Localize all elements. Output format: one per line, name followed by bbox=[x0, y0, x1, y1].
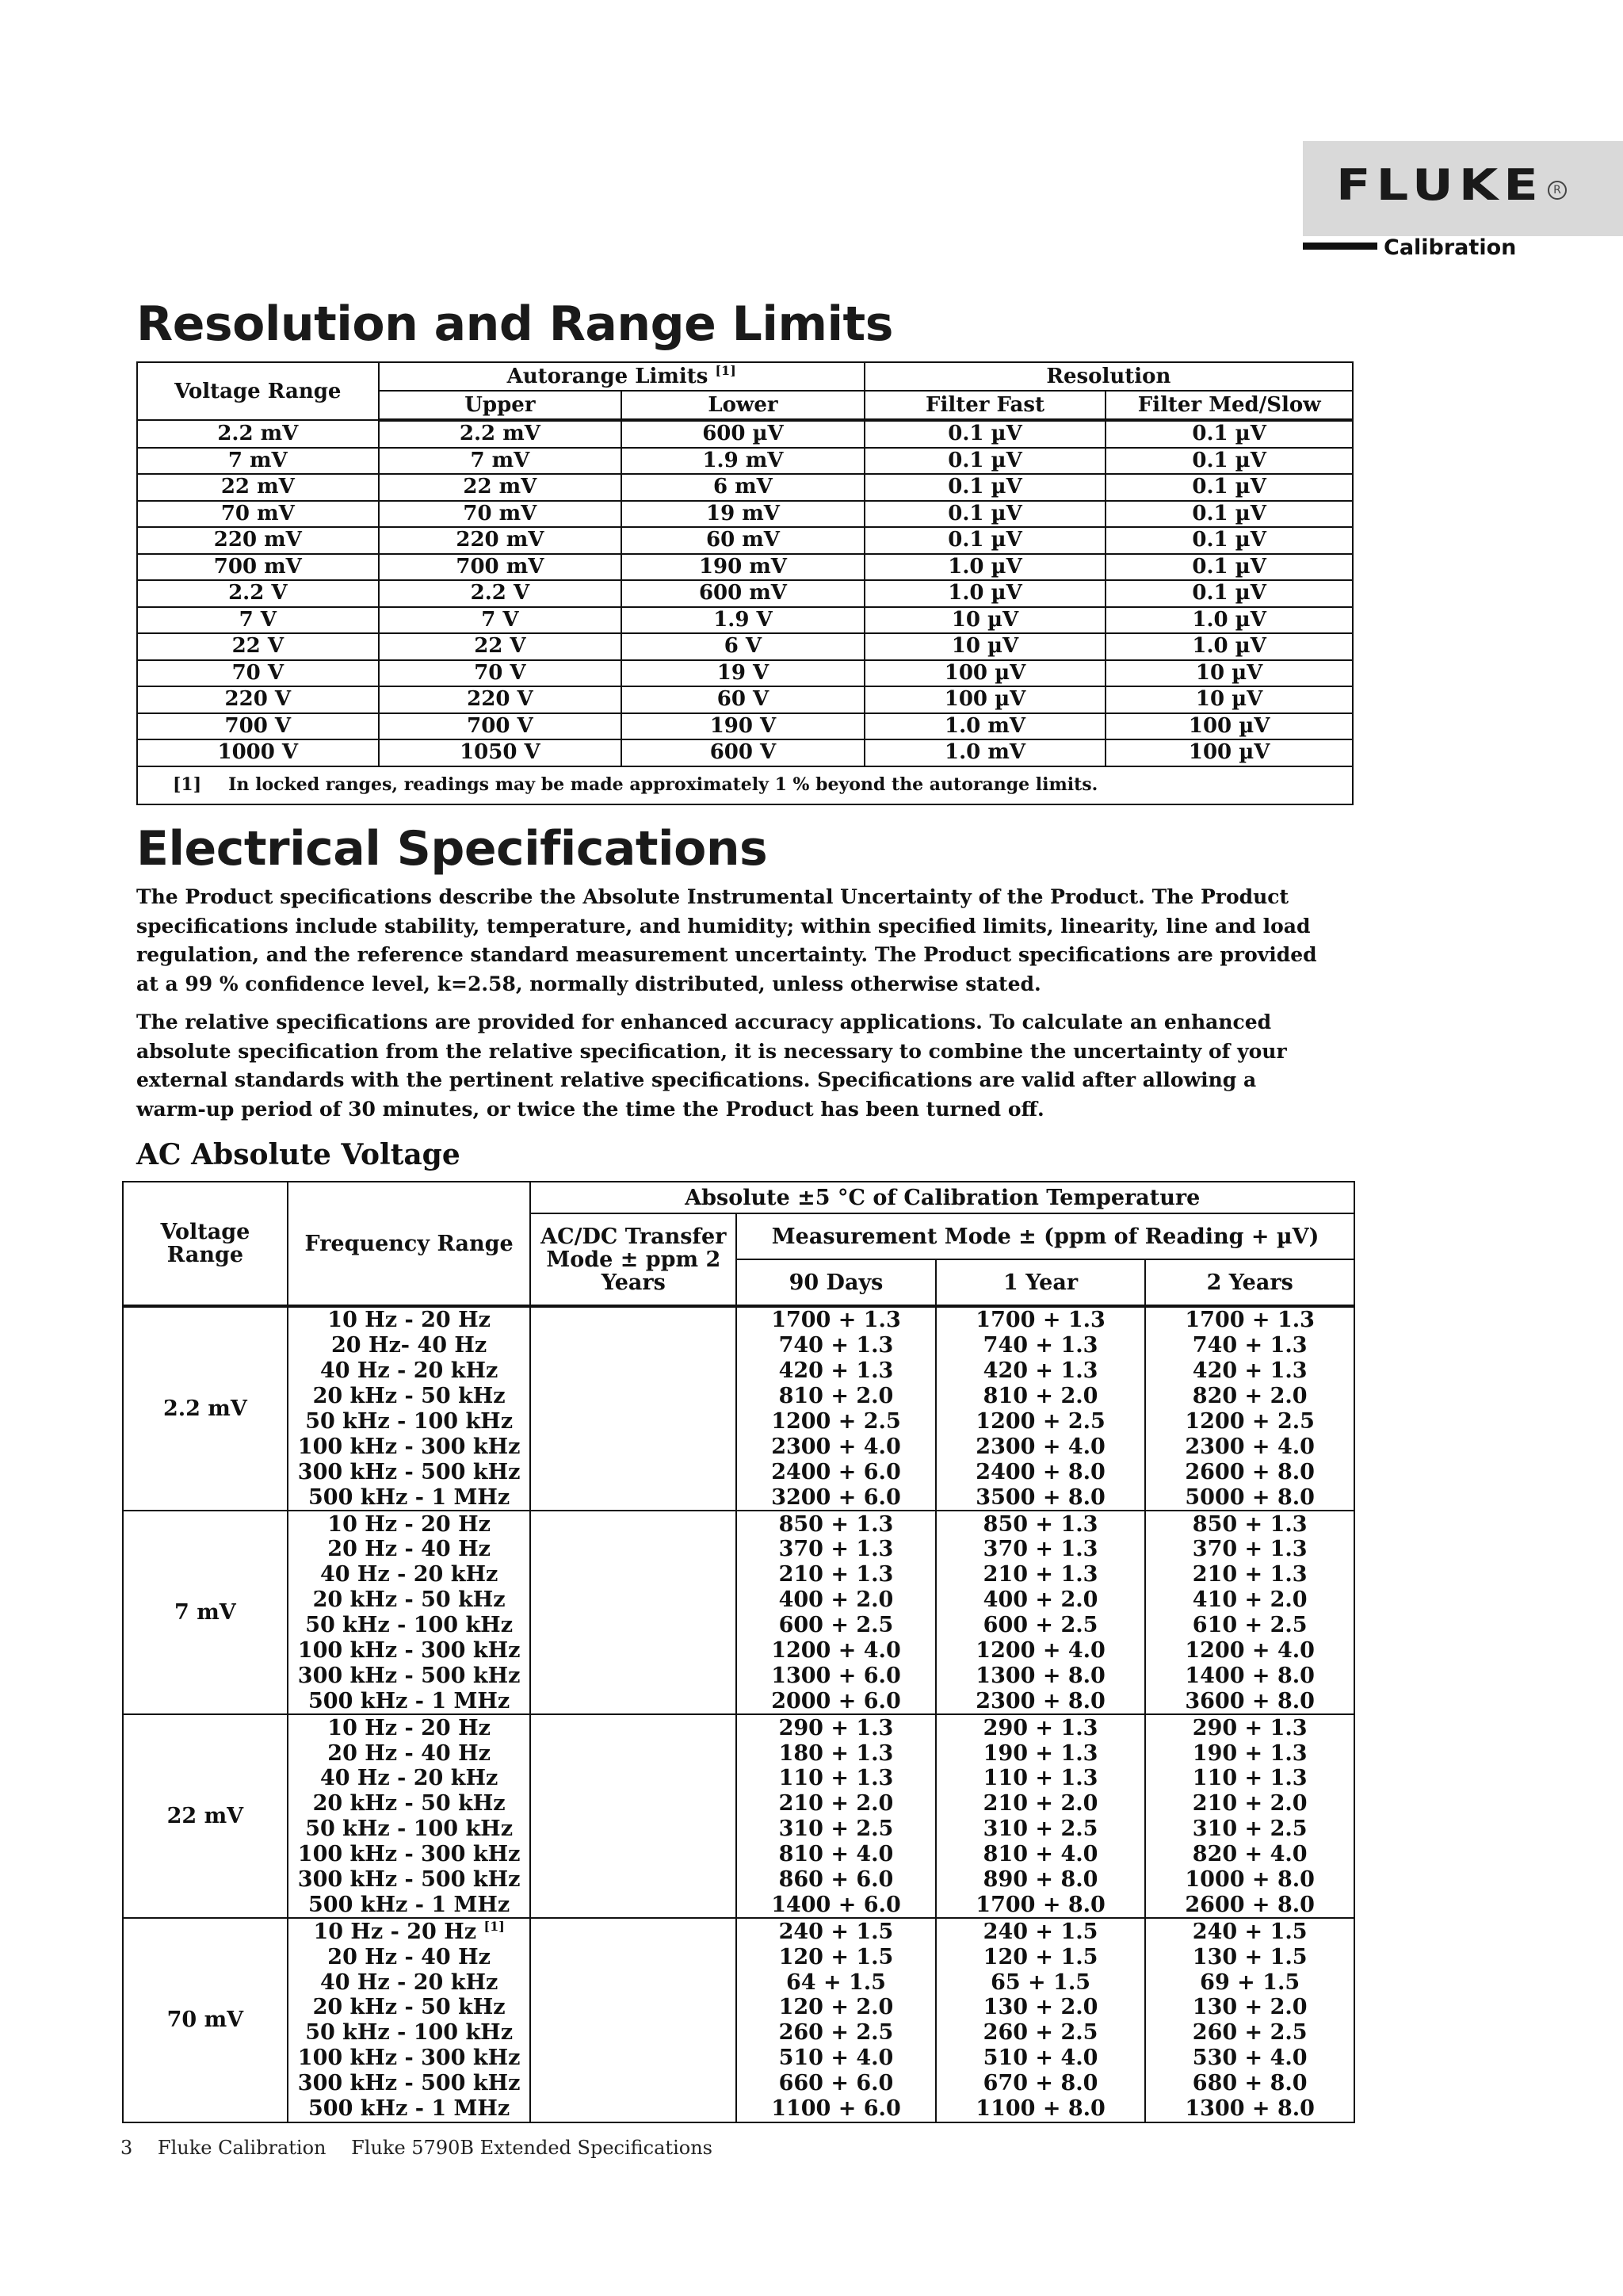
spec-cell: 180 + 1.3 bbox=[736, 1740, 936, 1766]
col-resolution: Resolution bbox=[865, 362, 1353, 391]
table-cell: 7 V bbox=[379, 607, 622, 634]
spec-cell: 190 + 1.3 bbox=[1145, 1740, 1354, 1766]
frequency-cell: 20 kHz - 50 kHz bbox=[288, 1587, 531, 1613]
spec-cell: 600 + 2.5 bbox=[736, 1613, 936, 1638]
spec-cell: 890 + 8.0 bbox=[936, 1867, 1146, 1893]
spec-cell: 120 + 1.5 bbox=[736, 1944, 936, 1969]
table-cell: 220 V bbox=[137, 686, 379, 713]
voltage-range-cell: 2.2 mV bbox=[123, 1306, 288, 1511]
table-row bbox=[123, 1613, 1354, 1638]
frequency-cell: 20 Hz - 40 Hz bbox=[288, 1944, 531, 1969]
table-row bbox=[123, 1511, 1354, 1537]
table-cell: 0.1 µV bbox=[1106, 580, 1353, 607]
page-number: 3 bbox=[120, 2137, 133, 2159]
spec-cell: 660 + 6.0 bbox=[736, 2071, 936, 2096]
col-transfer-mode: AC/DC Transfer Mode ± ppm 2 Years bbox=[530, 1213, 736, 1306]
table-row bbox=[137, 501, 1353, 528]
table-cell: 19 mV bbox=[621, 501, 865, 528]
transfer-mode-cell bbox=[530, 1306, 736, 1511]
table-cell: 190 V bbox=[621, 713, 865, 740]
spec-cell: 64 + 1.5 bbox=[736, 1969, 936, 1995]
table-cell: 2.2 mV bbox=[137, 420, 379, 448]
table-cell: 0.1 µV bbox=[865, 448, 1106, 475]
spec-cell: 740 + 1.3 bbox=[936, 1333, 1146, 1358]
spec-cell: 2000 + 6.0 bbox=[736, 1688, 936, 1714]
frequency-cell: 300 kHz - 500 kHz bbox=[288, 1459, 531, 1484]
spec-cell: 530 + 4.0 bbox=[1145, 2046, 1354, 2071]
table-cell: 1.9 V bbox=[621, 607, 865, 634]
spec-cell: 420 + 1.3 bbox=[736, 1358, 936, 1384]
col-voltage-range: Voltage Range bbox=[137, 362, 379, 420]
table-row bbox=[123, 1817, 1354, 1842]
spec-cell: 680 + 8.0 bbox=[1145, 2071, 1354, 2096]
spec-cell: 1200 + 4.0 bbox=[936, 1638, 1146, 1664]
table-cell: 0.1 µV bbox=[1106, 501, 1353, 528]
spec-cell: 120 + 2.0 bbox=[736, 1995, 936, 2020]
spec-cell: 1100 + 6.0 bbox=[736, 2096, 936, 2122]
table-row bbox=[137, 580, 1353, 607]
spec-cell: 310 + 2.5 bbox=[936, 1817, 1146, 1842]
spec-cell: 740 + 1.3 bbox=[1145, 1333, 1354, 1358]
table-cell: 100 µV bbox=[865, 686, 1106, 713]
table-row bbox=[123, 1663, 1354, 1688]
spec-cell: 260 + 2.5 bbox=[936, 2020, 1146, 2046]
table-row bbox=[123, 1688, 1354, 1714]
spec-cell: 1200 + 4.0 bbox=[1145, 1638, 1354, 1664]
spec-cell: 1700 + 8.0 bbox=[936, 1892, 1146, 1918]
table-footnote: [1] In locked ranges, readings may be made approximately 1 % beyond the autorange limits. bbox=[137, 766, 1353, 804]
table-cell: 0.1 µV bbox=[865, 501, 1106, 528]
spec-cell: 810 + 4.0 bbox=[936, 1842, 1146, 1867]
voltage-range-cell: 22 mV bbox=[123, 1714, 288, 1918]
spec-cell: 2400 + 6.0 bbox=[736, 1459, 936, 1484]
spec-cell: 1200 + 2.5 bbox=[736, 1409, 936, 1435]
spec-cell: 69 + 1.5 bbox=[1145, 1969, 1354, 1995]
table-row bbox=[137, 739, 1353, 766]
table-cell: 0.1 µV bbox=[865, 474, 1106, 501]
frequency-cell: 300 kHz - 500 kHz bbox=[288, 1867, 531, 1893]
spec-cell: 1300 + 8.0 bbox=[1145, 2096, 1354, 2122]
spec-cell: 420 + 1.3 bbox=[936, 1358, 1146, 1384]
spec-cell: 2300 + 4.0 bbox=[736, 1434, 936, 1459]
frequency-cell: 100 kHz - 300 kHz bbox=[288, 1842, 531, 1867]
spec-cell: 65 + 1.5 bbox=[936, 1969, 1146, 1995]
spec-cell: 1200 + 2.5 bbox=[936, 1409, 1146, 1435]
spec-cell: 310 + 2.5 bbox=[1145, 1817, 1354, 1842]
resolution-title: Resolution and Range Limits bbox=[136, 296, 893, 352]
table-row bbox=[137, 474, 1353, 501]
spec-cell: 510 + 4.0 bbox=[936, 2046, 1146, 2071]
spec-cell: 1400 + 6.0 bbox=[736, 1892, 936, 1918]
footer-company: Fluke Calibration bbox=[157, 2137, 327, 2159]
spec-cell: 240 + 1.5 bbox=[736, 1918, 936, 1944]
spec-cell: 2300 + 4.0 bbox=[936, 1434, 1146, 1459]
spec-cell: 5000 + 8.0 bbox=[1145, 1484, 1354, 1511]
spec-cell: 1700 + 1.3 bbox=[1145, 1306, 1354, 1333]
table-cell: 22 V bbox=[379, 633, 622, 660]
table-cell: 190 mV bbox=[621, 554, 865, 581]
table-row bbox=[123, 1333, 1354, 1358]
table-cell: 700 mV bbox=[379, 554, 622, 581]
spec-cell: 2300 + 8.0 bbox=[936, 1688, 1146, 1714]
table-row bbox=[123, 2020, 1354, 2046]
table-row bbox=[123, 1714, 1354, 1740]
spec-cell: 210 + 2.0 bbox=[736, 1791, 936, 1817]
table-cell: 0.1 µV bbox=[865, 527, 1106, 554]
frequency-cell: 300 kHz - 500 kHz bbox=[288, 1663, 531, 1688]
frequency-cell: 500 kHz - 1 MHz bbox=[288, 2096, 531, 2122]
spec-cell: 110 + 1.3 bbox=[936, 1766, 1146, 1791]
spec-cell: 820 + 2.0 bbox=[1145, 1384, 1354, 1409]
table-cell: 600 µV bbox=[621, 420, 865, 448]
table-cell: 10 µV bbox=[865, 633, 1106, 660]
table-cell: 600 V bbox=[621, 739, 865, 766]
table-cell: 0.1 µV bbox=[865, 420, 1106, 448]
table-row bbox=[123, 1434, 1354, 1459]
spec-cell: 1300 + 6.0 bbox=[736, 1663, 936, 1688]
spec-cell: 3200 + 6.0 bbox=[736, 1484, 936, 1511]
table-row bbox=[137, 713, 1353, 740]
table-cell: 7 mV bbox=[137, 448, 379, 475]
resolution-table bbox=[136, 361, 1354, 805]
col-90-days: 90 Days bbox=[736, 1259, 936, 1306]
logo-bar bbox=[1303, 243, 1377, 250]
spec-cell: 370 + 1.3 bbox=[1145, 1537, 1354, 1562]
voltage-range-cell: 7 mV bbox=[123, 1511, 288, 1714]
table-cell: 2.2 V bbox=[379, 580, 622, 607]
frequency-cell: 10 Hz - 20 Hz bbox=[288, 1511, 531, 1537]
table-row bbox=[123, 1892, 1354, 1918]
electrical-title: Electrical Specifications bbox=[136, 821, 768, 877]
col-autorange: Autorange Limits [1] bbox=[379, 362, 865, 391]
table-row bbox=[123, 1638, 1354, 1664]
spec-cell: 210 + 1.3 bbox=[1145, 1562, 1354, 1587]
frequency-cell: 20 kHz - 50 kHz bbox=[288, 1995, 531, 2020]
frequency-cell: 40 Hz - 20 kHz bbox=[288, 1358, 531, 1384]
transfer-mode-cell bbox=[530, 1511, 736, 1714]
table-row bbox=[123, 1306, 1354, 1333]
spec-cell: 110 + 1.3 bbox=[1145, 1766, 1354, 1791]
spec-cell: 210 + 1.3 bbox=[936, 1562, 1146, 1587]
col-filter-medslow: Filter Med/Slow bbox=[1106, 391, 1353, 420]
col-frequency-range: Frequency Range bbox=[288, 1182, 531, 1306]
frequency-cell: 20 kHz - 50 kHz bbox=[288, 1791, 531, 1817]
col-lower: Lower bbox=[621, 391, 865, 420]
spec-cell: 240 + 1.5 bbox=[936, 1918, 1146, 1944]
table-cell: 70 mV bbox=[137, 501, 379, 528]
table-cell: 1.0 µV bbox=[1106, 607, 1353, 634]
table-cell: 6 V bbox=[621, 633, 865, 660]
table-row bbox=[137, 448, 1353, 475]
spec-cell: 260 + 2.5 bbox=[1145, 2020, 1354, 2046]
table-row bbox=[123, 1358, 1354, 1384]
table-cell: 600 mV bbox=[621, 580, 865, 607]
spec-cell: 120 + 1.5 bbox=[936, 1944, 1146, 1969]
table-cell: 0.1 µV bbox=[1106, 527, 1353, 554]
table-cell: 22 mV bbox=[379, 474, 622, 501]
spec-cell: 1400 + 8.0 bbox=[1145, 1663, 1354, 1688]
frequency-cell: 40 Hz - 20 kHz bbox=[288, 1562, 531, 1587]
table-cell: 100 µV bbox=[1106, 713, 1353, 740]
table-row bbox=[137, 554, 1353, 581]
spec-cell: 850 + 1.3 bbox=[736, 1511, 936, 1537]
table-cell: 700 mV bbox=[137, 554, 379, 581]
spec-cell: 400 + 2.0 bbox=[736, 1587, 936, 1613]
spec-cell: 370 + 1.3 bbox=[736, 1537, 936, 1562]
table-row bbox=[123, 1740, 1354, 1766]
spec-cell: 210 + 1.3 bbox=[736, 1562, 936, 1587]
spec-cell: 3600 + 8.0 bbox=[1145, 1688, 1354, 1714]
ac-voltage-title: AC Absolute Voltage bbox=[136, 1138, 460, 1171]
table-row bbox=[137, 607, 1353, 634]
page-footer bbox=[120, 2137, 731, 2159]
table-cell: 0.1 µV bbox=[1106, 448, 1353, 475]
transfer-mode-cell bbox=[530, 1714, 736, 1918]
table-row bbox=[137, 633, 1353, 660]
frequency-cell: 500 kHz - 1 MHz bbox=[288, 1484, 531, 1511]
spec-cell: 290 + 1.3 bbox=[736, 1714, 936, 1740]
spec-cell: 1200 + 2.5 bbox=[1145, 1409, 1354, 1435]
frequency-cell: 20 Hz - 40 Hz bbox=[288, 1537, 531, 1562]
col-upper: Upper bbox=[379, 391, 622, 420]
spec-cell: 1000 + 8.0 bbox=[1145, 1867, 1354, 1893]
ac-voltage-table bbox=[122, 1181, 1355, 2123]
col-filter-fast: Filter Fast bbox=[865, 391, 1106, 420]
table-cell: 1050 V bbox=[379, 739, 622, 766]
spec-cell: 2600 + 8.0 bbox=[1145, 1892, 1354, 1918]
spec-cell: 1700 + 1.3 bbox=[936, 1306, 1146, 1333]
spec-cell: 190 + 1.3 bbox=[936, 1740, 1146, 1766]
spec-cell: 310 + 2.5 bbox=[736, 1817, 936, 1842]
footer-doc-title: Fluke 5790B Extended Specifications bbox=[351, 2137, 712, 2159]
table-row bbox=[123, 1459, 1354, 1484]
table-cell: 1.9 mV bbox=[621, 448, 865, 475]
spec-cell: 410 + 2.0 bbox=[1145, 1587, 1354, 1613]
frequency-cell: 10 Hz - 20 Hz bbox=[288, 1306, 531, 1333]
table-row bbox=[137, 660, 1353, 687]
table-cell: 220 V bbox=[379, 686, 622, 713]
spec-cell: 810 + 2.0 bbox=[936, 1384, 1146, 1409]
spec-cell: 130 + 2.0 bbox=[936, 1995, 1146, 2020]
frequency-cell: 100 kHz - 300 kHz bbox=[288, 2046, 531, 2071]
registered-mark: R bbox=[1548, 181, 1567, 200]
table-row bbox=[137, 420, 1353, 448]
paragraph-relative: The relative specifications are provided for enhanced accuracy applications. To calculate an enhanced absolute specification from the relative specification, it is necessary to combine the uncertainty of your external standards with the pertinent relative specifications. Specifications are valid after allowing a warm-up period of 30 minutes, or twice the time the Product has been turned off. bbox=[136, 1010, 1287, 1121]
spec-cell: 210 + 2.0 bbox=[936, 1791, 1146, 1817]
frequency-cell: 50 kHz - 100 kHz bbox=[288, 1613, 531, 1638]
table-cell: 0.1 µV bbox=[1106, 474, 1353, 501]
col-2-years: 2 Years bbox=[1145, 1259, 1354, 1306]
table-row bbox=[123, 2096, 1354, 2122]
frequency-cell: 300 kHz - 500 kHz bbox=[288, 2071, 531, 2096]
spec-cell: 260 + 2.5 bbox=[736, 2020, 936, 2046]
frequency-cell: 50 kHz - 100 kHz bbox=[288, 1409, 531, 1435]
table-cell: 19 V bbox=[621, 660, 865, 687]
table-row bbox=[123, 1766, 1354, 1791]
table-cell: 2.2 V bbox=[137, 580, 379, 607]
table-row bbox=[123, 2071, 1354, 2096]
frequency-cell: 20 Hz- 40 Hz bbox=[288, 1333, 531, 1358]
table-cell: 70 mV bbox=[379, 501, 622, 528]
table-cell: 6 mV bbox=[621, 474, 865, 501]
spec-cell: 1100 + 8.0 bbox=[936, 2096, 1146, 2122]
table-row bbox=[123, 1842, 1354, 1867]
spec-cell: 600 + 2.5 bbox=[936, 1613, 1146, 1638]
spec-cell: 810 + 2.0 bbox=[736, 1384, 936, 1409]
spec-cell: 370 + 1.3 bbox=[936, 1537, 1146, 1562]
spec-cell: 130 + 1.5 bbox=[1145, 1944, 1354, 1969]
table-row bbox=[137, 527, 1353, 554]
spec-cell: 510 + 4.0 bbox=[736, 2046, 936, 2071]
frequency-cell: 10 Hz - 20 Hz [1] bbox=[288, 1918, 531, 1944]
spec-cell: 1700 + 1.3 bbox=[736, 1306, 936, 1333]
table-cell: 1000 V bbox=[137, 739, 379, 766]
table-cell: 60 V bbox=[621, 686, 865, 713]
table-cell: 1.0 µV bbox=[865, 554, 1106, 581]
table-cell: 700 V bbox=[379, 713, 622, 740]
frequency-cell: 40 Hz - 20 kHz bbox=[288, 1766, 531, 1791]
table-cell: 1.0 mV bbox=[865, 739, 1106, 766]
col-1-year: 1 Year bbox=[936, 1259, 1146, 1306]
spec-cell: 850 + 1.3 bbox=[936, 1511, 1146, 1537]
col-ac-voltage-range: Voltage Range bbox=[123, 1182, 288, 1306]
spec-cell: 420 + 1.3 bbox=[1145, 1358, 1354, 1384]
spec-cell: 2400 + 8.0 bbox=[936, 1459, 1146, 1484]
frequency-cell: 50 kHz - 100 kHz bbox=[288, 2020, 531, 2046]
table-cell: 0.1 µV bbox=[1106, 554, 1353, 581]
table-cell: 7 mV bbox=[379, 448, 622, 475]
frequency-cell: 50 kHz - 100 kHz bbox=[288, 1817, 531, 1842]
table-row bbox=[123, 1587, 1354, 1613]
col-absolute-temp: Absolute ±5 °C of Calibration Temperature bbox=[530, 1182, 1354, 1213]
table-cell: 70 V bbox=[137, 660, 379, 687]
table-cell: 0.1 µV bbox=[1106, 420, 1353, 448]
table-row bbox=[123, 1969, 1354, 1995]
logo-wordmark: FLUKE bbox=[1336, 160, 1544, 210]
table-cell: 22 V bbox=[137, 633, 379, 660]
spec-cell: 290 + 1.3 bbox=[936, 1714, 1146, 1740]
spec-cell: 740 + 1.3 bbox=[736, 1333, 936, 1358]
spec-cell: 1200 + 4.0 bbox=[736, 1638, 936, 1664]
table-cell: 10 µV bbox=[865, 607, 1106, 634]
frequency-cell: 40 Hz - 20 kHz bbox=[288, 1969, 531, 1995]
table-row bbox=[123, 1995, 1354, 2020]
spec-cell: 860 + 6.0 bbox=[736, 1867, 936, 1893]
table-row bbox=[123, 1537, 1354, 1562]
table-row bbox=[123, 1918, 1354, 1944]
table-cell: 2.2 mV bbox=[379, 420, 622, 448]
paragraph-absolute: The Product specifications describe the Absolute Instrumental Uncertainty of the Product. The Product specifications include stability, temperature, and humidity; within specified limits, linearity, line and load regulation, and the reference standard measurement uncertainty. The Product specifications are provided at a 99 % confidence level, k=2.58, normally distributed, unless otherwise stated. bbox=[136, 885, 1317, 995]
frequency-cell: 10 Hz - 20 Hz bbox=[288, 1714, 531, 1740]
spec-cell: 400 + 2.0 bbox=[936, 1587, 1146, 1613]
table-cell: 220 mV bbox=[137, 527, 379, 554]
voltage-range-cell: 70 mV bbox=[123, 1918, 288, 2122]
table-row bbox=[123, 1791, 1354, 1817]
spec-cell: 820 + 4.0 bbox=[1145, 1842, 1354, 1867]
spec-cell: 130 + 2.0 bbox=[1145, 1995, 1354, 2020]
spec-cell: 110 + 1.3 bbox=[736, 1766, 936, 1791]
table-cell: 100 µV bbox=[1106, 739, 1353, 766]
col-measurement-mode: Measurement Mode ± (ppm of Reading + µV) bbox=[736, 1213, 1354, 1259]
table-cell: 220 mV bbox=[379, 527, 622, 554]
table-row bbox=[123, 1409, 1354, 1435]
fluke-logo bbox=[1303, 141, 1623, 236]
table-row bbox=[123, 1384, 1354, 1409]
spec-cell: 670 + 8.0 bbox=[936, 2071, 1146, 2096]
table-cell: 70 V bbox=[379, 660, 622, 687]
spec-cell: 850 + 1.3 bbox=[1145, 1511, 1354, 1537]
frequency-cell: 500 kHz - 1 MHz bbox=[288, 1892, 531, 1918]
spec-cell: 290 + 1.3 bbox=[1145, 1714, 1354, 1740]
table-cell: 700 V bbox=[137, 713, 379, 740]
table-cell: 10 µV bbox=[1106, 686, 1353, 713]
table-cell: 100 µV bbox=[865, 660, 1106, 687]
table-row bbox=[123, 1562, 1354, 1587]
spec-cell: 210 + 2.0 bbox=[1145, 1791, 1354, 1817]
transfer-mode-cell bbox=[530, 1918, 736, 2122]
frequency-cell: 100 kHz - 300 kHz bbox=[288, 1434, 531, 1459]
frequency-cell: 20 Hz - 40 Hz bbox=[288, 1740, 531, 1766]
spec-cell: 1300 + 8.0 bbox=[936, 1663, 1146, 1688]
spec-cell: 240 + 1.5 bbox=[1145, 1918, 1354, 1944]
table-row bbox=[123, 2046, 1354, 2071]
table-row bbox=[123, 1944, 1354, 1969]
table-cell: 10 µV bbox=[1106, 660, 1353, 687]
table-cell: 1.0 µV bbox=[865, 580, 1106, 607]
frequency-cell: 500 kHz - 1 MHz bbox=[288, 1688, 531, 1714]
table-cell: 22 mV bbox=[137, 474, 379, 501]
table-cell: 60 mV bbox=[621, 527, 865, 554]
table-row bbox=[123, 1484, 1354, 1511]
spec-cell: 610 + 2.5 bbox=[1145, 1613, 1354, 1638]
spec-cell: 3500 + 8.0 bbox=[936, 1484, 1146, 1511]
table-row bbox=[123, 1867, 1354, 1893]
table-cell: 1.0 mV bbox=[865, 713, 1106, 740]
spec-cell: 2300 + 4.0 bbox=[1145, 1434, 1354, 1459]
spec-cell: 2600 + 8.0 bbox=[1145, 1459, 1354, 1484]
frequency-cell: 20 kHz - 50 kHz bbox=[288, 1384, 531, 1409]
table-cell: 1.0 µV bbox=[1106, 633, 1353, 660]
table-cell: 7 V bbox=[137, 607, 379, 634]
frequency-cell: 100 kHz - 300 kHz bbox=[288, 1638, 531, 1664]
logo-subtitle: Calibration bbox=[1384, 235, 1517, 260]
table-row bbox=[137, 686, 1353, 713]
spec-cell: 810 + 4.0 bbox=[736, 1842, 936, 1867]
